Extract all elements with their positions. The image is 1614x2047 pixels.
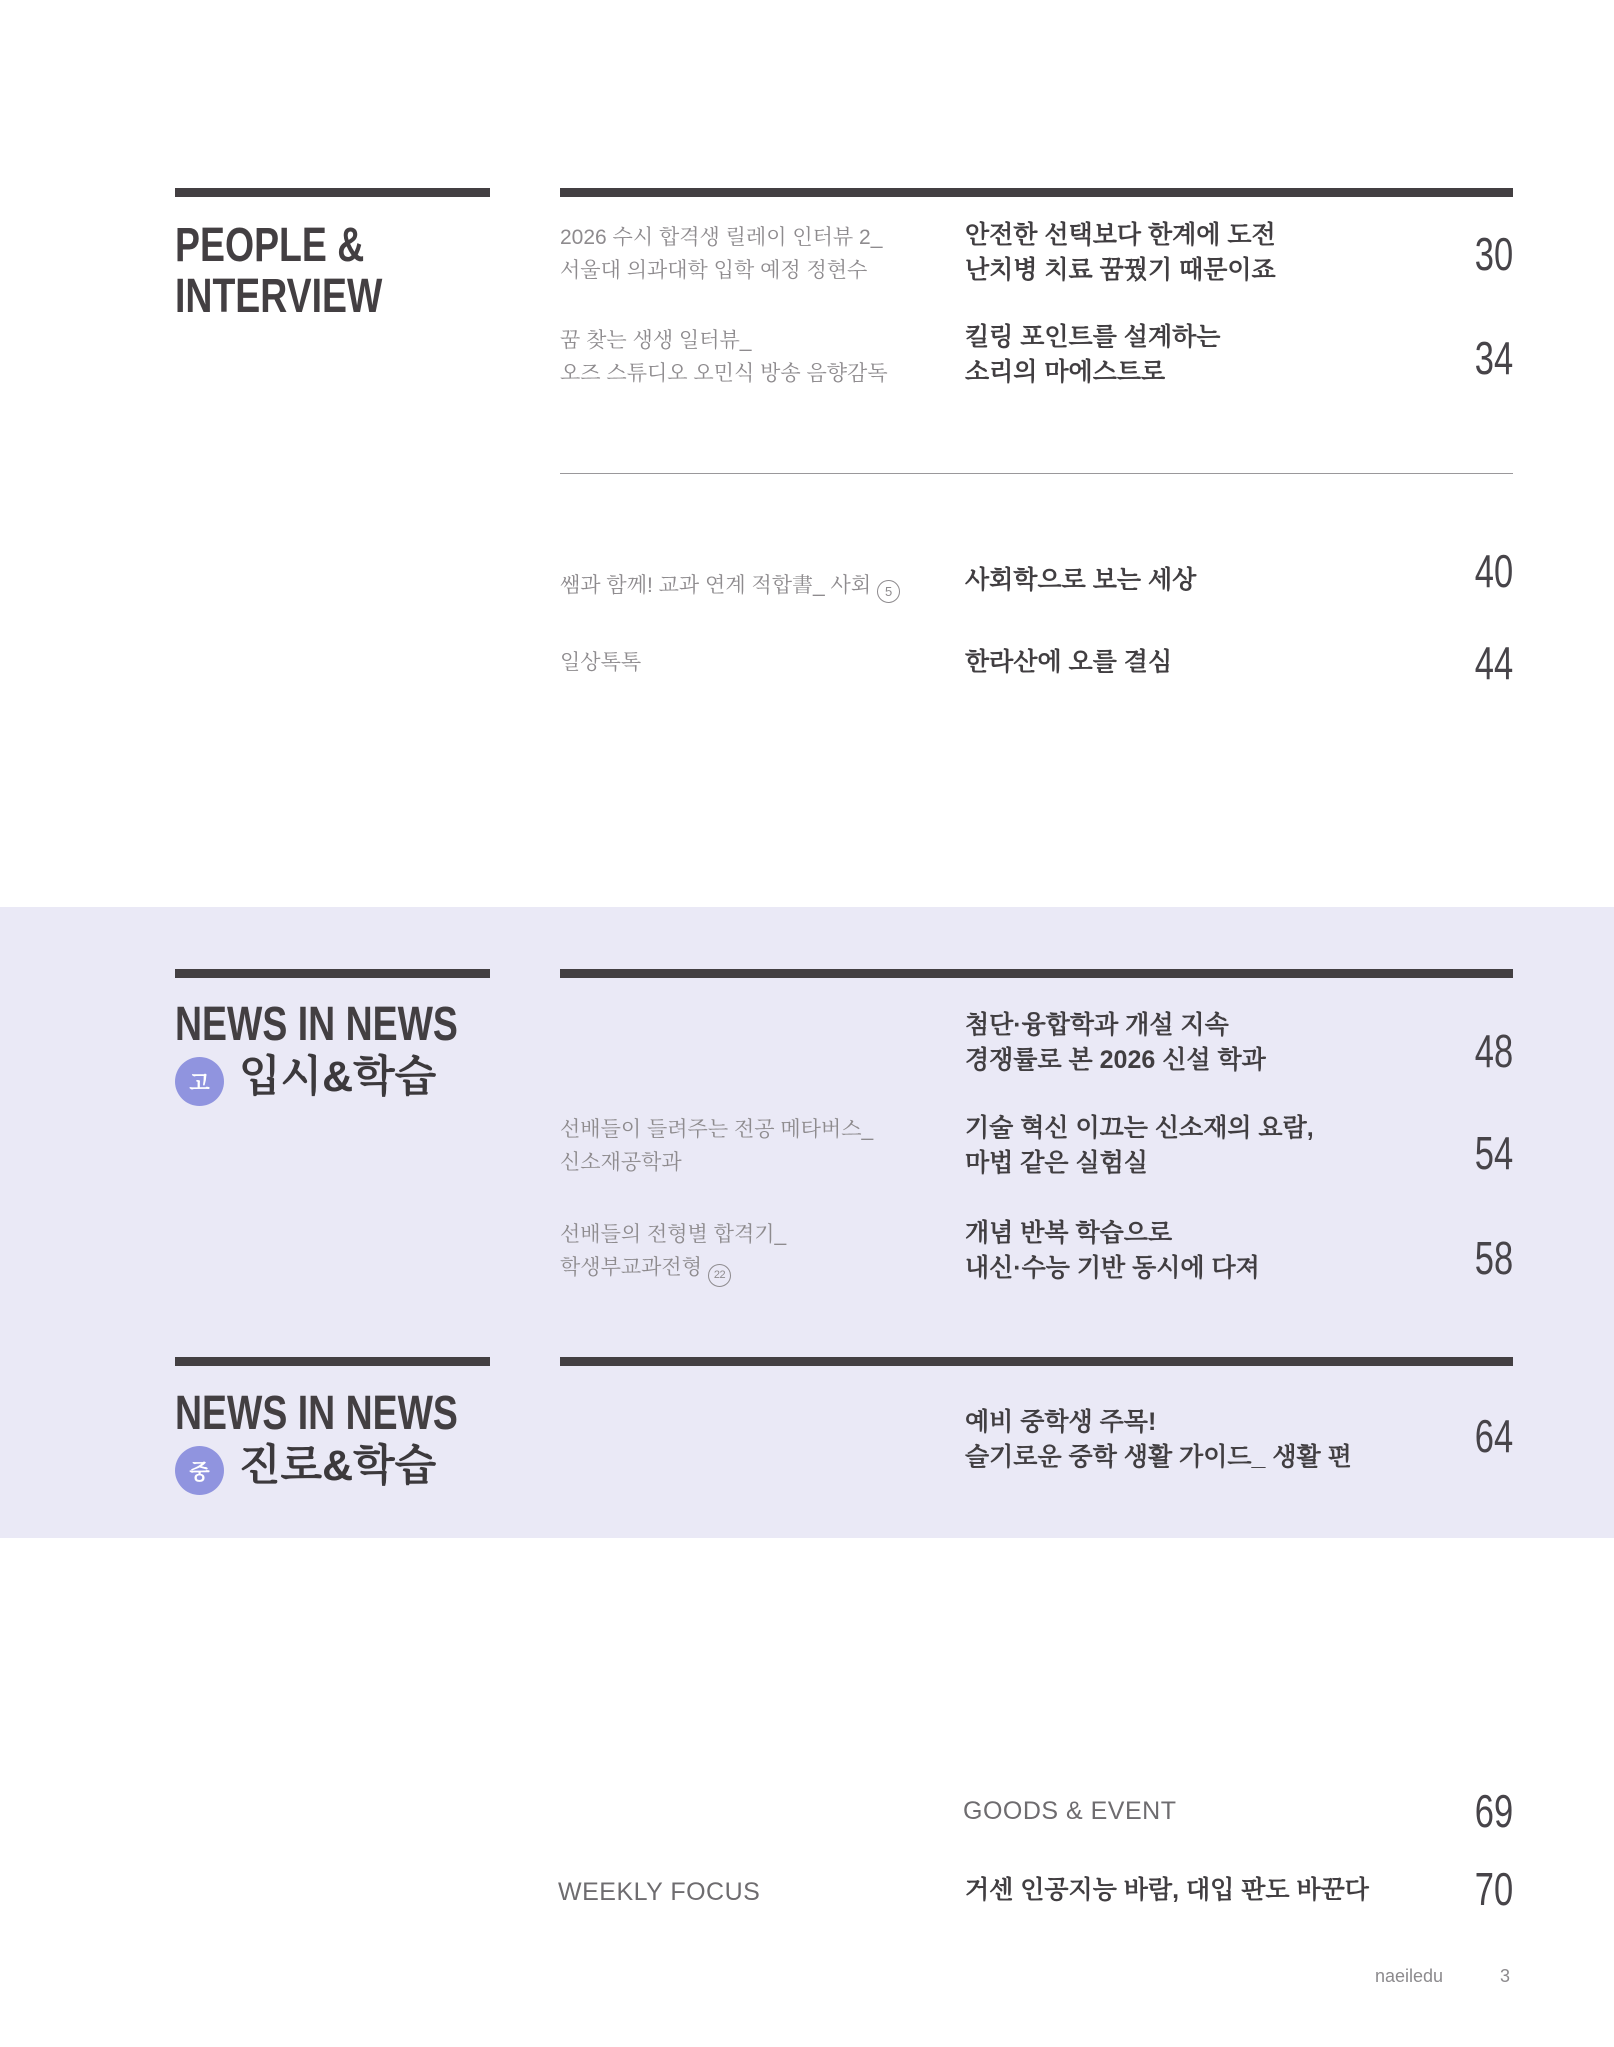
title-line: 예비 중학생 주목! [965, 1408, 1157, 1436]
article-title [965, 1111, 1405, 1181]
title-line: 경쟁률로 본 2026 신설 학과 [965, 1046, 1266, 1074]
title-line: 거센 인공지능 바람, 대입 판도 바꾼다 [965, 1876, 1369, 1904]
title-line: 개념 반복 학습으로 [965, 1219, 1173, 1247]
section-subtitle: 입시&학습 [239, 1053, 437, 1101]
article-title [965, 1873, 1405, 1908]
section-rule-left [175, 1357, 490, 1366]
title-line: 기술 혁신 이끄는 신소재의 요람, [965, 1114, 1314, 1142]
article-title [965, 1216, 1405, 1286]
thin-divider-rule [560, 473, 1513, 474]
description-text: 쌤과 함께! 교과 연계 적합書_ 사회 [560, 574, 872, 597]
page-number: 69 [1474, 1785, 1513, 1837]
title-line: 슬기로운 중학 생활 가이드_ 생활 편 [965, 1443, 1352, 1471]
description-text: 학생부교과전형 [560, 1256, 703, 1279]
article-description [560, 1218, 960, 1287]
section-heading-news-in-news-high [175, 999, 458, 1050]
footer-page-number: 3 [1499, 1966, 1510, 1986]
section-rule-right [560, 969, 1513, 978]
section-rule-left [175, 969, 490, 978]
page-number: 64 [1474, 1410, 1513, 1462]
description-line: 서울대 의과대학 입학 예정 정현수 [560, 259, 868, 282]
title-line: 소리의 마에스트로 [965, 358, 1166, 386]
article-title [965, 563, 1405, 598]
page-number: 54 [1474, 1127, 1513, 1179]
circled-number: 5 [877, 580, 900, 603]
description-line [560, 1251, 960, 1287]
article-description [560, 221, 960, 287]
section-heading-news-in-news-middle [175, 1388, 458, 1439]
article-title [965, 645, 1405, 680]
section-rule-left [175, 188, 490, 197]
title-line: 사회학으로 보는 세상 [965, 566, 1197, 594]
section-subtitle: 진로&학습 [239, 1442, 437, 1490]
article-title [965, 1008, 1405, 1078]
article-title [965, 1405, 1405, 1475]
title-line: 난치병 치료 꿈꿨기 때문이죠 [965, 256, 1276, 284]
description-line: 오즈 스튜디오 오민식 방송 음향감독 [560, 362, 888, 385]
heading-line: PEOPLE & [175, 219, 365, 272]
title-line: 킬링 포인트를 설계하는 [965, 323, 1221, 351]
description-line: 2026 수시 합격생 릴레이 인터뷰 2_ [560, 226, 883, 249]
page-number: 44 [1474, 637, 1513, 689]
title-line: 한라산에 오를 결심 [965, 648, 1173, 676]
page-number: 48 [1474, 1025, 1513, 1077]
title-line: 마법 같은 실험실 [965, 1149, 1148, 1177]
description-line: 선배들이 들려주는 전공 메타버스_ [560, 1118, 874, 1141]
title-line: 안전한 선택보다 한계에 도전 [965, 221, 1276, 249]
article-description [560, 324, 960, 390]
page-number: 70 [1474, 1863, 1513, 1915]
title-line: 내신·수능 기반 동시에 다져 [965, 1254, 1260, 1282]
article-description: WEEKLY FOCUS [558, 1878, 761, 1906]
section-rule-right [560, 1357, 1513, 1366]
grade-badge-high: 고 [175, 1057, 224, 1106]
description-line [560, 569, 960, 603]
article-description [560, 1113, 960, 1179]
footer-brand: naeiledu [1374, 1966, 1443, 1986]
section-rule-right [560, 188, 1513, 197]
section-heading-people-interview [175, 220, 382, 322]
description-line: 일상톡톡 [560, 651, 642, 674]
page-number: 40 [1474, 545, 1513, 597]
article-title [965, 218, 1405, 288]
title-line: 첨단·융합학과 개설 지속 [965, 1011, 1229, 1039]
description-line: 선배들의 전형별 합격기_ [560, 1223, 787, 1246]
article-description [560, 646, 960, 679]
grade-badge-middle: 중 [175, 1446, 224, 1495]
heading-line: NEWS IN NEWS [175, 1387, 458, 1440]
heading-line: INTERVIEW [175, 270, 383, 323]
page-number: 34 [1474, 332, 1513, 384]
description-line: 신소재공학과 [560, 1151, 682, 1174]
article-title [965, 320, 1405, 390]
article-title: GOODS & EVENT [963, 1797, 1177, 1825]
article-description [560, 569, 960, 603]
circled-number: 22 [708, 1264, 731, 1287]
page-number: 58 [1474, 1232, 1513, 1284]
page-number: 30 [1474, 228, 1513, 280]
description-line: 꿈 찾는 생생 일터뷰_ [560, 329, 752, 352]
heading-line: NEWS IN NEWS [175, 998, 458, 1051]
